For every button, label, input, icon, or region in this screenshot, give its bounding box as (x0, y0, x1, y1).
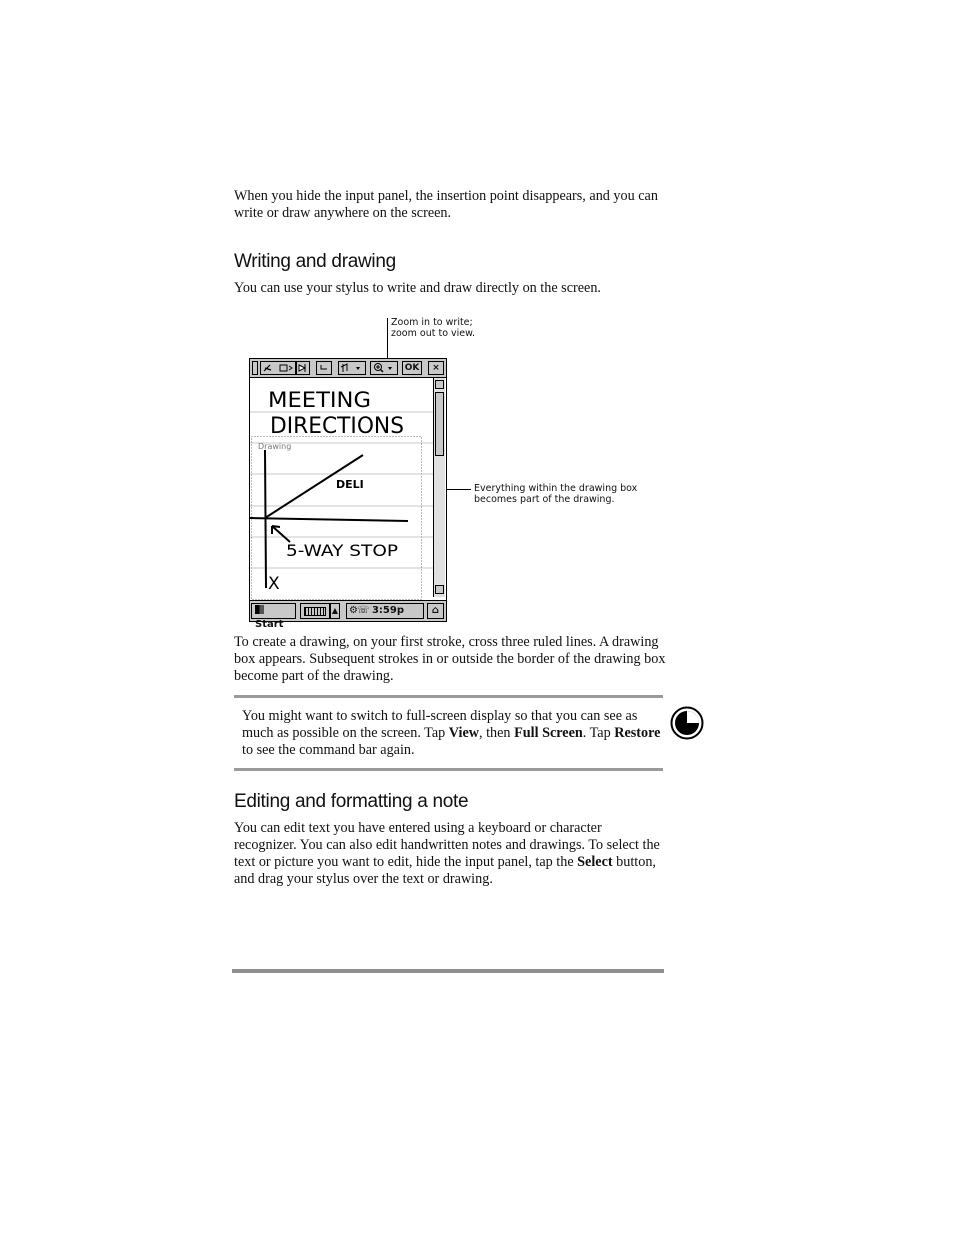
device-screen (249, 358, 447, 630)
close-button[interactable]: × (428, 361, 444, 375)
note-text: You might want to switch to full-screen display so that you can see as much as possible on the screen. Tap View, then Full Screen. Tap Restore to see the command bar again. (242, 708, 661, 758)
handwriting-directions: DIRECTIONS (270, 414, 404, 439)
pen-icon (261, 362, 295, 374)
toolbar-grip[interactable] (252, 361, 258, 375)
clock: 3:59p (371, 605, 404, 616)
page-footer-rule (232, 969, 664, 973)
pen-format-button[interactable] (260, 361, 296, 375)
handwriting-deli: DELI (336, 478, 364, 491)
undo-button[interactable] (316, 361, 332, 375)
note-bottom-rule (234, 768, 663, 771)
taskbar (250, 600, 446, 630)
undo-icon (317, 362, 331, 374)
section-heading-writing: Writing and drawing (234, 251, 396, 272)
ok-button[interactable]: OK (402, 361, 422, 375)
zoom-icon (371, 362, 397, 374)
handwriting-stop: 5-WAY STOP (286, 541, 399, 560)
system-tray (346, 603, 424, 619)
ink-canvas[interactable] (250, 378, 433, 600)
section-body-editing: You can edit text you have entered using a keyboard or character recognizer. You can also edit handwritten notes and drawings. To select the text or picture you want to edit, hide the input panel, tap the Select button, and drag your stylus over the text or drawing. (234, 820, 660, 887)
callout-box-line2: becomes part of the drawing. (474, 494, 615, 505)
recording-button[interactable] (296, 361, 310, 375)
callout-box-line1: Everything within the drawing box (474, 483, 638, 494)
start-button[interactable] (251, 603, 296, 630)
section-heading-editing: Editing and formatting a note (234, 791, 469, 812)
paragraph-drawing-box: To create a drawing, on your first stroke, cross three ruled lines. A drawing box appears. Subsequent strokes in or outside the border of the drawing box become part of the drawing. (234, 634, 666, 684)
note-icon (670, 706, 704, 740)
arrow-icon (297, 362, 309, 374)
desktop-button[interactable]: ⌂ (427, 603, 444, 619)
drawing-box-label: Drawing (258, 442, 292, 451)
handwriting-meeting: MEETING (268, 388, 371, 412)
keyboard-button[interactable] (300, 603, 330, 619)
intro-paragraph: When you hide the input panel, the insertion point disappears, and you can write or draw anywhere on the screen. (234, 188, 658, 221)
select-icon (339, 362, 365, 374)
input-menu-arrow[interactable]: ▲ (330, 603, 340, 619)
note-top-rule (234, 695, 663, 698)
callout-zoom-line2: zoom out to view. (391, 328, 476, 339)
zoom-button[interactable] (370, 361, 398, 375)
handwritten-map (250, 450, 408, 588)
windows-flag-icon (255, 605, 264, 614)
handwriting-x: X (268, 574, 280, 594)
vertical-scrollbar[interactable] (433, 378, 445, 597)
notes-toolbar (250, 359, 446, 378)
scroll-down-button[interactable] (435, 585, 444, 594)
tray-icons: ⚙☏ (349, 605, 369, 616)
select-tool-button[interactable] (338, 361, 366, 375)
callout-zoom-line1: Zoom in to write; (391, 317, 473, 328)
scroll-up-button[interactable] (435, 380, 444, 389)
section-body-writing: You can use your stylus to write and draw directly on the screen. (234, 280, 601, 296)
keyboard-icon (304, 607, 326, 616)
start-label: Start (255, 619, 284, 630)
scroll-thumb[interactable] (435, 392, 444, 456)
